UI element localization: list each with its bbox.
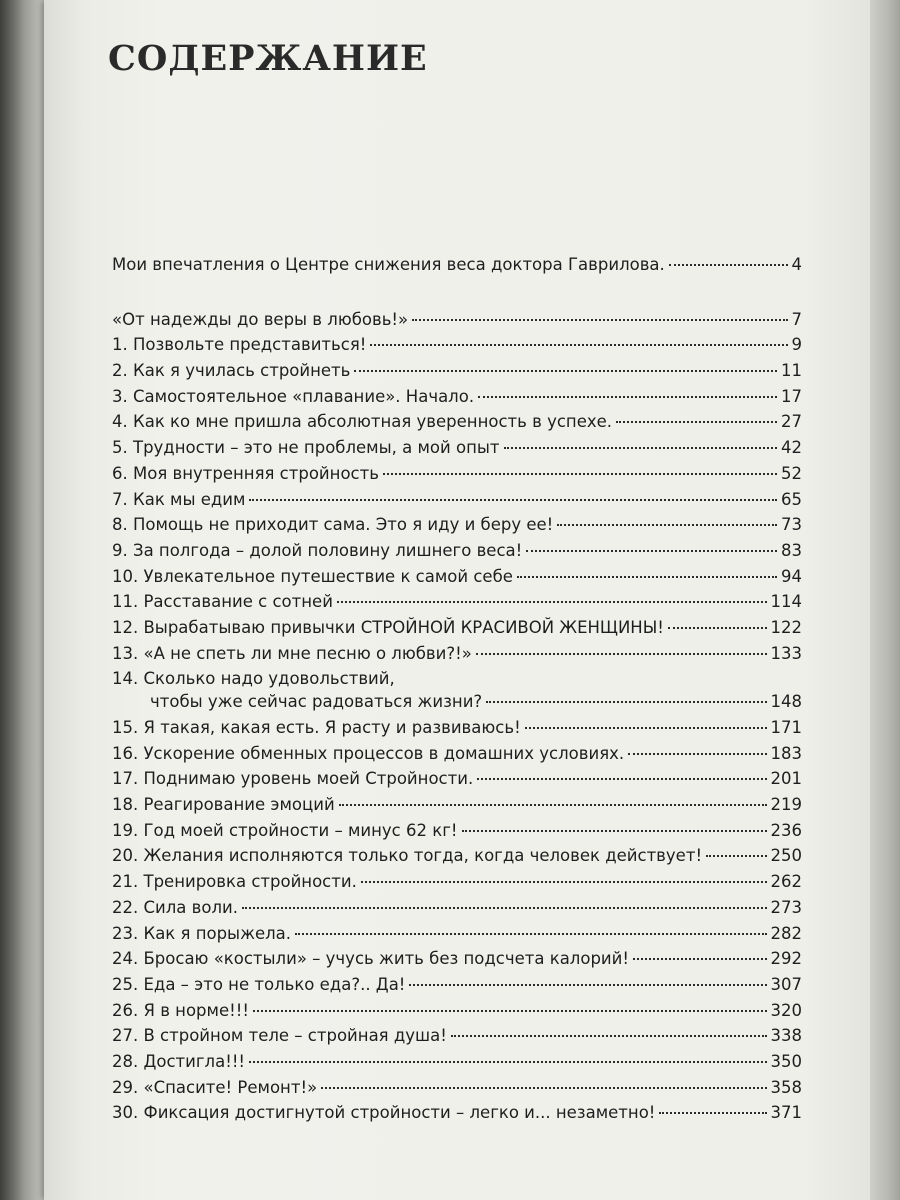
dot-leader [253,1010,767,1012]
toc-page-number: 7 [791,309,802,329]
toc-page-number: 122 [770,617,802,637]
table-of-contents [112,255,802,1129]
toc-entry [112,567,802,593]
toc-entry [112,718,802,744]
toc-page-number: 262 [770,872,802,892]
toc-page-number: 307 [770,974,802,994]
toc-entry-title: 19. Год моей стройности – минус 62 кг! [112,820,458,840]
toc-entry-title: 23. Как я порыжела. [112,923,291,943]
toc-entry-title: 28. Достигла!!! [112,1051,246,1071]
toc-entry [112,846,802,872]
toc-entry-title: 1. Позвольте представиться! [112,335,367,355]
toc-page-number: 148 [770,692,802,712]
dot-leader [478,396,777,398]
toc-entry-title: 18. Реагирование эмоций [112,795,335,815]
toc-page-number: 292 [770,949,802,969]
dot-leader [486,701,766,703]
toc-entry [112,361,802,387]
toc-entry [112,335,802,361]
toc-entry [112,821,802,847]
toc-entry [112,1078,802,1104]
toc-page-number: 73 [781,515,802,535]
toc-page-number: 338 [770,1026,802,1046]
dot-leader [504,447,777,449]
dot-leader [412,319,787,321]
dot-leader [249,499,777,501]
toc-entry [112,515,802,541]
toc-entry [112,769,802,795]
contents-heading: СОДЕРЖАНИЕ [108,38,428,79]
toc-entry-title: «От надежды до веры в любовь!» [112,309,409,329]
toc-entry-title: 17. Поднимаю уровень моей Стройности. [112,769,474,789]
dot-leader [616,421,777,423]
toc-entry-title: 20. Желания исполняются только тогда, когда человек действует! [112,846,703,866]
dot-leader [242,907,767,909]
toc-entry-title: 9. За полгода – долой половину лишнего веса! [112,540,523,560]
toc-page-number: 27 [781,412,802,432]
toc-entry-title: 29. «Спасите! Ремонт!» [112,1077,318,1097]
toc-entry-title: 6. Моя внутренняя стройность [112,463,379,483]
toc-entry [112,541,802,567]
toc-entry-title: 27. В стройном теле – стройная душа! [112,1026,447,1046]
toc-page-number: 350 [770,1051,802,1071]
dot-leader [354,370,777,372]
toc-entry-title: Мои впечатления о Центре снижения веса доктора Гаврилова. [112,255,665,274]
dot-leader [526,550,777,552]
dot-leader [668,627,767,629]
toc-page-number: 52 [781,463,802,483]
toc-entry [112,795,802,821]
toc-entry [112,1052,802,1078]
dot-leader [383,473,777,475]
toc-page-number: 83 [781,540,802,560]
toc-entry [112,255,802,281]
dot-leader [321,1087,766,1089]
toc-entry [112,898,802,924]
toc-entry-title-continuation: чтобы уже сейчас радоваться жизни? [150,692,483,712]
toc-page-number: 371 [770,1103,802,1123]
dot-leader [706,855,766,857]
dot-leader [339,804,767,806]
toc-entry-title: 2. Как я училась стройнеть [112,361,351,381]
dot-leader [409,984,766,986]
dot-leader [628,753,766,755]
toc-entry [112,438,802,464]
toc-page-number: 11 [781,361,802,381]
dot-leader [361,881,767,883]
toc-entry-title: 4. Как ко мне пришла абсолютная уверенность в успехе. [112,412,613,432]
toc-entry-title: 22. Сила воли. [112,897,238,917]
toc-page-number: 65 [781,489,802,509]
toc-entry [112,669,802,692]
dot-leader [451,1035,767,1037]
toc-entry [112,1026,802,1052]
toc-page-number: 320 [770,1000,802,1020]
toc-page-number: 273 [770,897,802,917]
toc-entry [112,644,802,670]
toc-page-number: 17 [781,386,802,406]
dot-leader [525,727,767,729]
toc-entry-title: 24. Бросаю «костыли» – учусь жить без подсчета калорий! [112,949,629,969]
toc-entry [112,464,802,490]
dot-leader [517,576,777,578]
toc-page-number: 171 [770,718,802,737]
toc-page-number: 183 [770,743,802,763]
toc-entry [112,387,802,413]
dot-leader [337,601,767,603]
dot-leader [476,653,767,655]
toc-entry [112,310,802,336]
dot-leader [295,933,767,935]
toc-entry-title: 26. Я в норме!!! [112,1000,249,1020]
toc-page-number: 219 [770,795,802,815]
toc-entry-title: 14. Сколько надо удовольствий, [112,669,395,689]
toc-entry-title: 13. «А не спеть ли мне песню о любви?!» [112,643,472,663]
dot-leader [462,830,767,832]
toc-page-number: 42 [781,438,802,458]
toc-entry [112,744,802,770]
toc-entry-title: 8. Помощь не приходит сама. Это я иду и беру ее! [112,515,554,535]
dot-leader [370,344,787,346]
toc-entry-title: 10. Увлекательное путешествие к самой себе [112,566,513,586]
toc-page-number: 9 [791,335,802,355]
dot-leader [669,264,788,266]
toc-entry [112,975,802,1001]
toc-entry [112,1001,802,1027]
toc-entry-title: 25. Еда – это не только еда?.. Да! [112,974,406,994]
toc-page-number: 114 [770,592,802,612]
toc-page-number: 250 [770,846,802,866]
toc-page-number: 282 [770,923,802,943]
toc-entry-title: 21. Тренировка стройности. [112,872,357,892]
toc-entry [112,412,802,438]
toc-entry-title: 12. Вырабатываю привычки СТРОЙНОЙ КРАСИВОЙ ЖЕНЩИНЫ! [112,617,664,637]
toc-entry [112,872,802,898]
toc-entry-title: 16. Ускорение обменных процессов в домашних условиях. [112,743,625,763]
toc-page-number: 94 [781,566,802,586]
toc-entry-title: 11. Расставание с сотней [112,592,333,612]
dot-leader [633,958,767,960]
toc-entry-continuation [112,692,802,718]
toc-page-number: 4 [791,255,802,274]
toc-entry [112,949,802,975]
dot-leader [557,524,777,526]
toc-entry-title: 7. Как мы едим [112,489,246,509]
toc-page-number: 201 [770,769,802,789]
dot-leader [249,1061,766,1063]
toc-entry-title: 30. Фиксация достигнутой стройности – легко и... незаметно! [112,1103,656,1123]
toc-entry-title: 3. Самостоятельное «плавание». Начало. [112,386,475,406]
toc-entry-title: 15. Я такая, какая есть. Я расту и развиваюсь! [112,718,521,737]
toc-entry [112,1103,802,1129]
toc-entry [112,924,802,950]
page-stack-edge [870,0,900,1200]
toc-entry [112,490,802,516]
dot-leader [477,778,766,780]
toc-page-number: 358 [770,1077,802,1097]
toc-entry-title: 5. Трудности – это не проблемы, а мой опыт [112,438,500,458]
toc-page-number: 133 [770,643,802,663]
toc-entry [112,618,802,644]
dot-leader [659,1112,766,1114]
toc-page-number: 236 [770,820,802,840]
toc-entry [112,592,802,618]
